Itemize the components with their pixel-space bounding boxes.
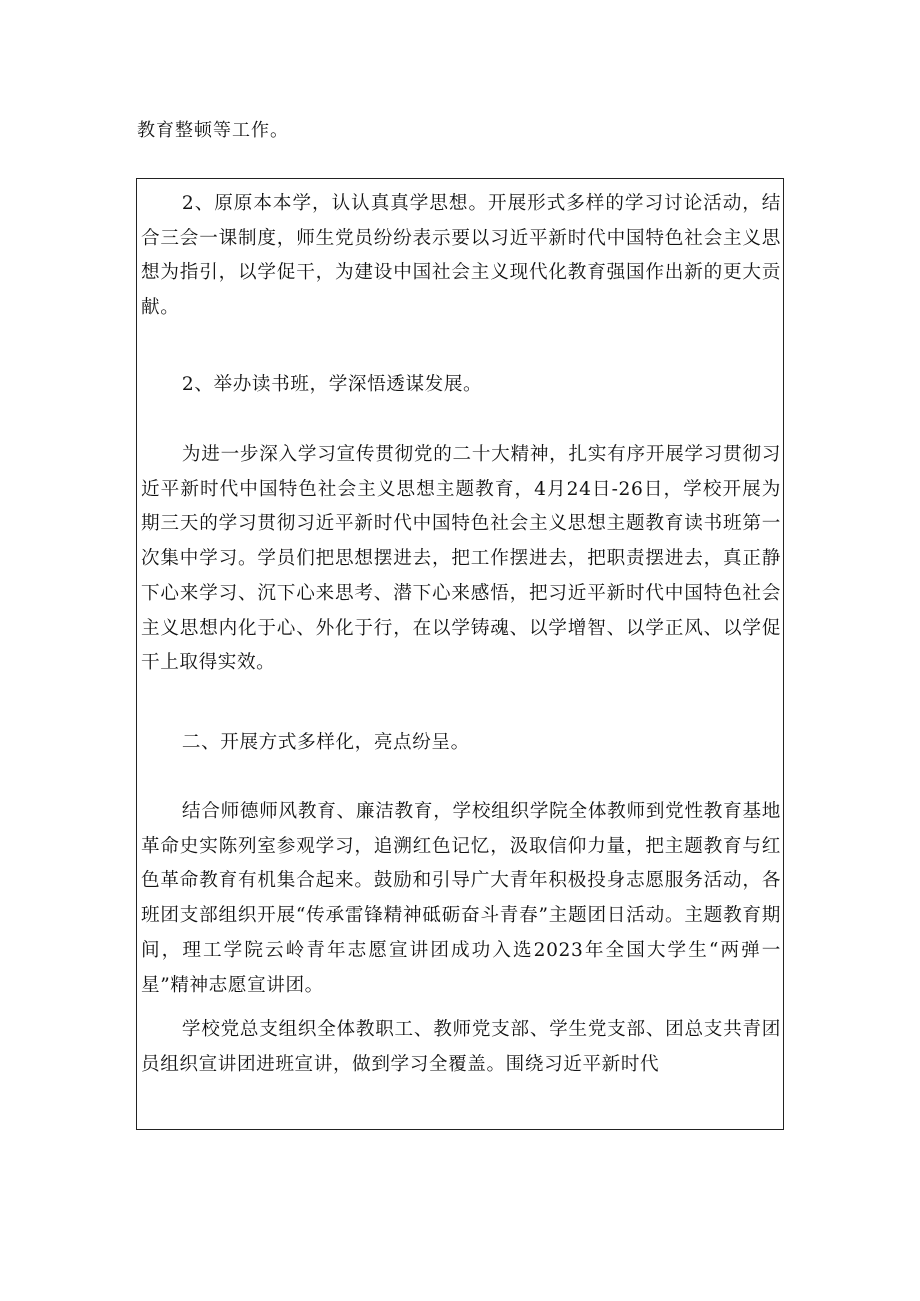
paragraph-reading-class-details: 为进一步深入学习宣传贯彻党的二十大精神，扎实有序开展学习贯彻习近平新时代中国特色社会主义思想主题教育，4月24日-26日，学校开展为期三天的学习贯彻习近平新时代中国特色社会主义思想主题教育读书班第一次集中学习。学员们把思想摆进去，把工作摆进去，把职责摆进去，真正静下心来学习、沉下心来思考、潜下心来感悟，把习近平新时代中国特色社会主义思想内化于心、外化于行，在以学铸魂、以学增智、以学正风、以学促干上取得实效。	[141, 444, 781, 674]
preceding-text-line: 教育整顿等工作。	[137, 120, 289, 141]
paragraph-study-thought: 2、原原本本学，认认真真学思想。开展形式多样的学习讨论活动，结合三会一课制度，师生党员纷纷表示要以习近平新时代中国特色社会主义思想为指引，以学促干，为建设中国社会主义现代化教育强国作出新的更大贡献。	[141, 193, 781, 319]
paragraph-lecture-group: 学校党总支组织全体教职工、教师党支部、学生党支部、团总支共青团员组织宣讲团进班宣讲，做到学习全覆盖。围绕习近平新时代	[141, 1019, 781, 1075]
section-heading-diverse-methods: 二、开展方式多样化，亮点纷呈。	[181, 732, 470, 753]
bordered-text-box	[136, 178, 784, 1130]
paragraph-reading-class-heading: 2、举办读书班，学深悟透谋发展。	[181, 374, 483, 395]
paragraph-red-education: 结合师德师风教育、廉洁教育，学校组织学院全体教师到党性教育基地革命史实陈列室参观学习，追溯红色记忆，汲取信仰力量，把主题教育与红色革命教育有机集合起来。鼓励和引导广大青年积极投身志愿服务活动，各班团支部组织开展“传承雷锋精神砥砺奋斗青春”主题团日活动。主题教育期间，理工学院云岭青年志愿宣讲团成功入选2023年全国大学生“两弹一星”精神志愿宣讲团。	[141, 801, 781, 996]
